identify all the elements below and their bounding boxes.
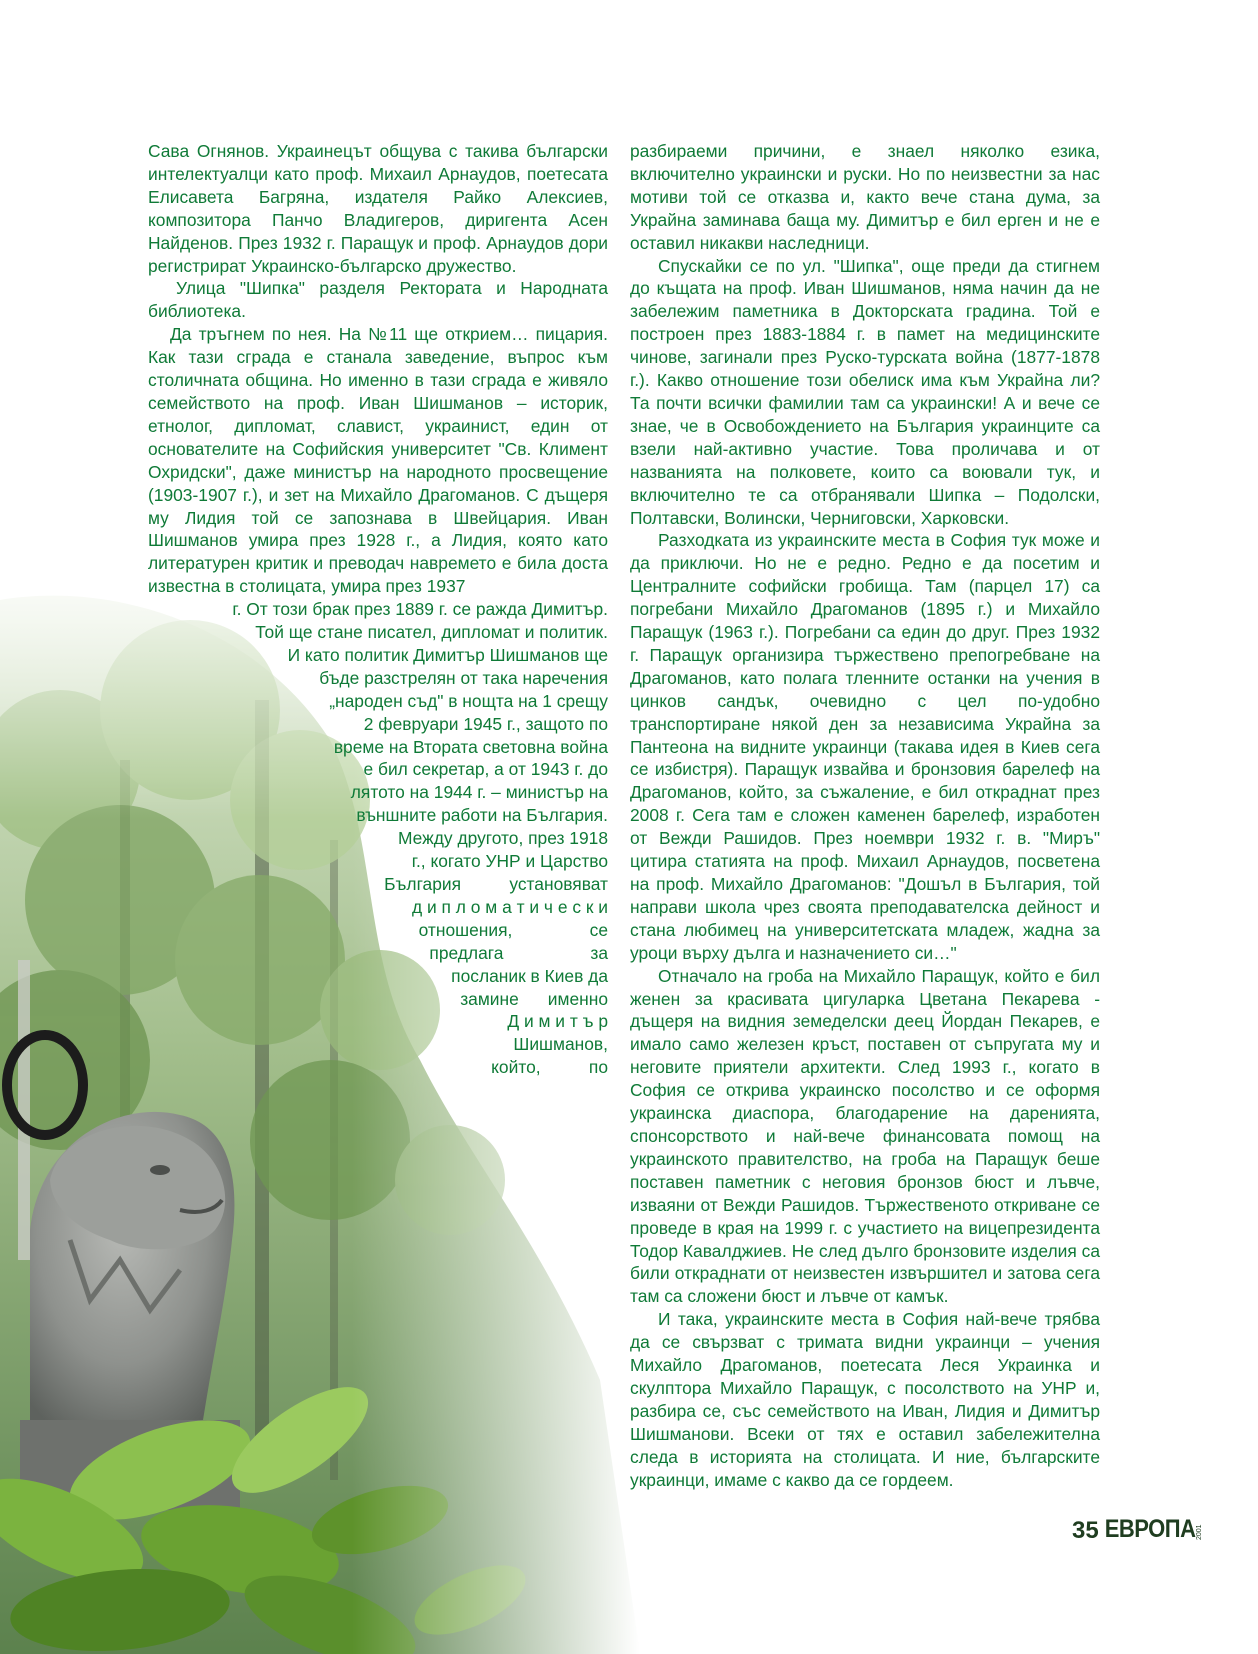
right-paragraph-4: Отначало на гроба на Михайло Паращук, който е бил женен за красивата цигуларка Цветана Пекарева - дъщеря на видния земеделски деец Йордан Пекарев, е имало само железен кръст, поставен от съпругата му и неговите приятели архитекти. След 1993 г., когато в София се открива украинско посолство и се оформя украинска диаспора, благодарение на даренията, спонсорството и най-вече финансовата помощ на украинското правителство, на гроба на Паращук беше поставен паметник с неговия бронзов бюст и лъвче, изваяни от Вежди Рашидов. Тържественото откриване се проведе в края на 1999 г. с участието на вицепрезидента Тодор Кавалджиев. Не след дълго бронзовите изделия са били откраднати от неизвестен извършител и затова сега там са сложени бюст и лъвче от камък. [630,965,1100,1307]
shaped-line: България установяват [384,874,608,894]
shaped-line: д и п л о м а т и ч е с к и [412,896,608,917]
shaped-line: г. От този брак през 1889 г. се ражда Димитър. [232,599,608,620]
right-paragraph-3: Разходката из украинските места в София тук може и да приключи. Но не е редно. Редно е да посетим и Централните софийски гробища. Там (парцел 17) са погребани Михайло Драгоманов (1895 г.) и Михайло Паращук (1963 г.). Погребани са един до друг. През 1932 г. Паращук организира тържествено препогребване на Драгоманов, като полага тленните останки на учения в цинков сандък, очевидно с цел по-удобно транспортиране някой ден за независима Украйна за Пантеона на видните украинци (такава идея в Киев сега се избистря). Паращук извайва и бронзовия барелеф на Драгоманов, който, за съжаление, е бил откраднат през 2008 г. Сега там е сложен каменен барелеф, изработен от Вежди Рашидов. През ноември 1932 г. в. "Миръ" цитира статията на проф. Михаил Арнаудов, посветена на проф. Михайло Драгоманов: "Дошъл в България, той направи школа чрез своята преподавателска дейност и стана любимец на университетската младеж, жадна за уроци върху дълга и назначението си…" [630,530,1100,963]
shaped-line: предлага за [429,942,608,963]
right-paragraph-1: разбираеми причини, е знаел няколко езика, включително украински и руски. Но по неизвестни за нас мотиви той се отказва и, както вече стана дума, за Украйна заминава баща му. Димитър е бил ерген и не е оставил никакви наследници. [630,141,1100,253]
shaped-line: посланик в Киев да [451,965,608,986]
shaped-line: г., когато УНР и Царство [411,851,608,872]
page-footer [1072,1514,1204,1544]
shaped-line: Той ще стане писател, дипломат и политик. [255,622,608,643]
shaped-line: лятото на 1944 г. – министър на [350,782,608,803]
magazine-tag: 2001 [1196,1524,1204,1540]
shaped-line: „народен съд" в нощта на 1 срещу [329,690,608,711]
left-column [148,140,608,1079]
shaped-line: е бил секретар, а от 1943 г. до [363,759,608,780]
shaped-line: замине именно [460,988,608,1009]
shaped-line: 2 февруари 1945 г., защото по [363,713,608,734]
right-paragraph-5: И така, украинските места в София най-вече трябва да се свързват с тримата видни украинци – учения Михайло Драгоманов, поетесата Леся Украинка и скулптора Михайло Паращук, с посолството на УНР и, разбира се, със семейството на Иван, Лидия и Димитър Шишманови. Всеки от тях е оставил забележителна следа в историята на столицата. И ние, българските украинци, имаме с какво да се гордеем. [630,1309,1100,1490]
shaped-line: време на Втората световна война [333,736,608,757]
shaped-line: отношения, се [418,919,608,940]
shaped-line: И като политик Димитър Шишманов ще [287,644,608,665]
shaped-line: Шишманов, [513,1034,608,1055]
right-column [630,140,1100,1491]
magazine-name: ЕВРОПА [1104,1514,1196,1543]
page-number: 35 [1072,1517,1099,1544]
shaped-line: Между другото, през 1918 [397,828,608,849]
left-paragraph-2: Улица "Шипка" разделя Ректората и Народната библиотека. [148,278,608,322]
shaped-line: който, по [491,1057,608,1078]
shaped-line: Д и м и т ъ р [507,1011,608,1032]
left-paragraph-3: Да тръгнем по нея. На №11 ще открием… пицария. Как тази сграда е станала заведение, въпрос към столичната община. Но именно в тази сграда е живяло семейството на проф. Иван Шишманов – историк, етнолог, дипломат, славист, украинист, един от основателите на Софийския университет "Св. Климент Охридски", даже министър на народното просвещение (1903-1907 г.), и зет на Михайло Драгоманов. С дъщеря му Лидия той се запознава в Швейцария. Иван Шишманов умира през 1928 г., а Лидия, която като литературен критик и преводач навремето е била доста известна в столицата, умира през 1937 [148,324,608,597]
shaped-line: външните работи на България. [356,805,608,826]
left-shaped-text [148,598,608,1079]
shaped-line: бъде разстрелян от така наречения [319,667,608,688]
right-paragraph-2: Спускайки се по ул. "Шипка", още преди да стигнем до къщата на проф. Иван Шишманов, няма начин да не забележим паметника в Докторската градина. Той е построен през 1883-1884 г. в памет на медицинските чинове, загинали през Руско-турската война (1877-1878 г.). Какво отношение този обелиск има към Украйна ли? Та почти всички фамилии там са украински! А и вече се знае, че в Освобождението на България украинците са взели най-активно участие. Това проличава и от названията на полковете, които са воювали тук, и включително те са отбранявали Шипка – Подолски, Полтавски, Волински, Черниговски, Харковски. [630,255,1100,528]
left-paragraph-1: Сава Огнянов. Украинецът общува с такива български интелектуалци като проф. Михаил Арнаудов, поетесата Елисавета Багряна, издателя Райко Алексиев, композитора Панчо Владигеров, диригента Асен Найденов. През 1932 г. Паращук и проф. Арнаудов дори регистрират Украинско-българско дружество. [148,141,608,276]
